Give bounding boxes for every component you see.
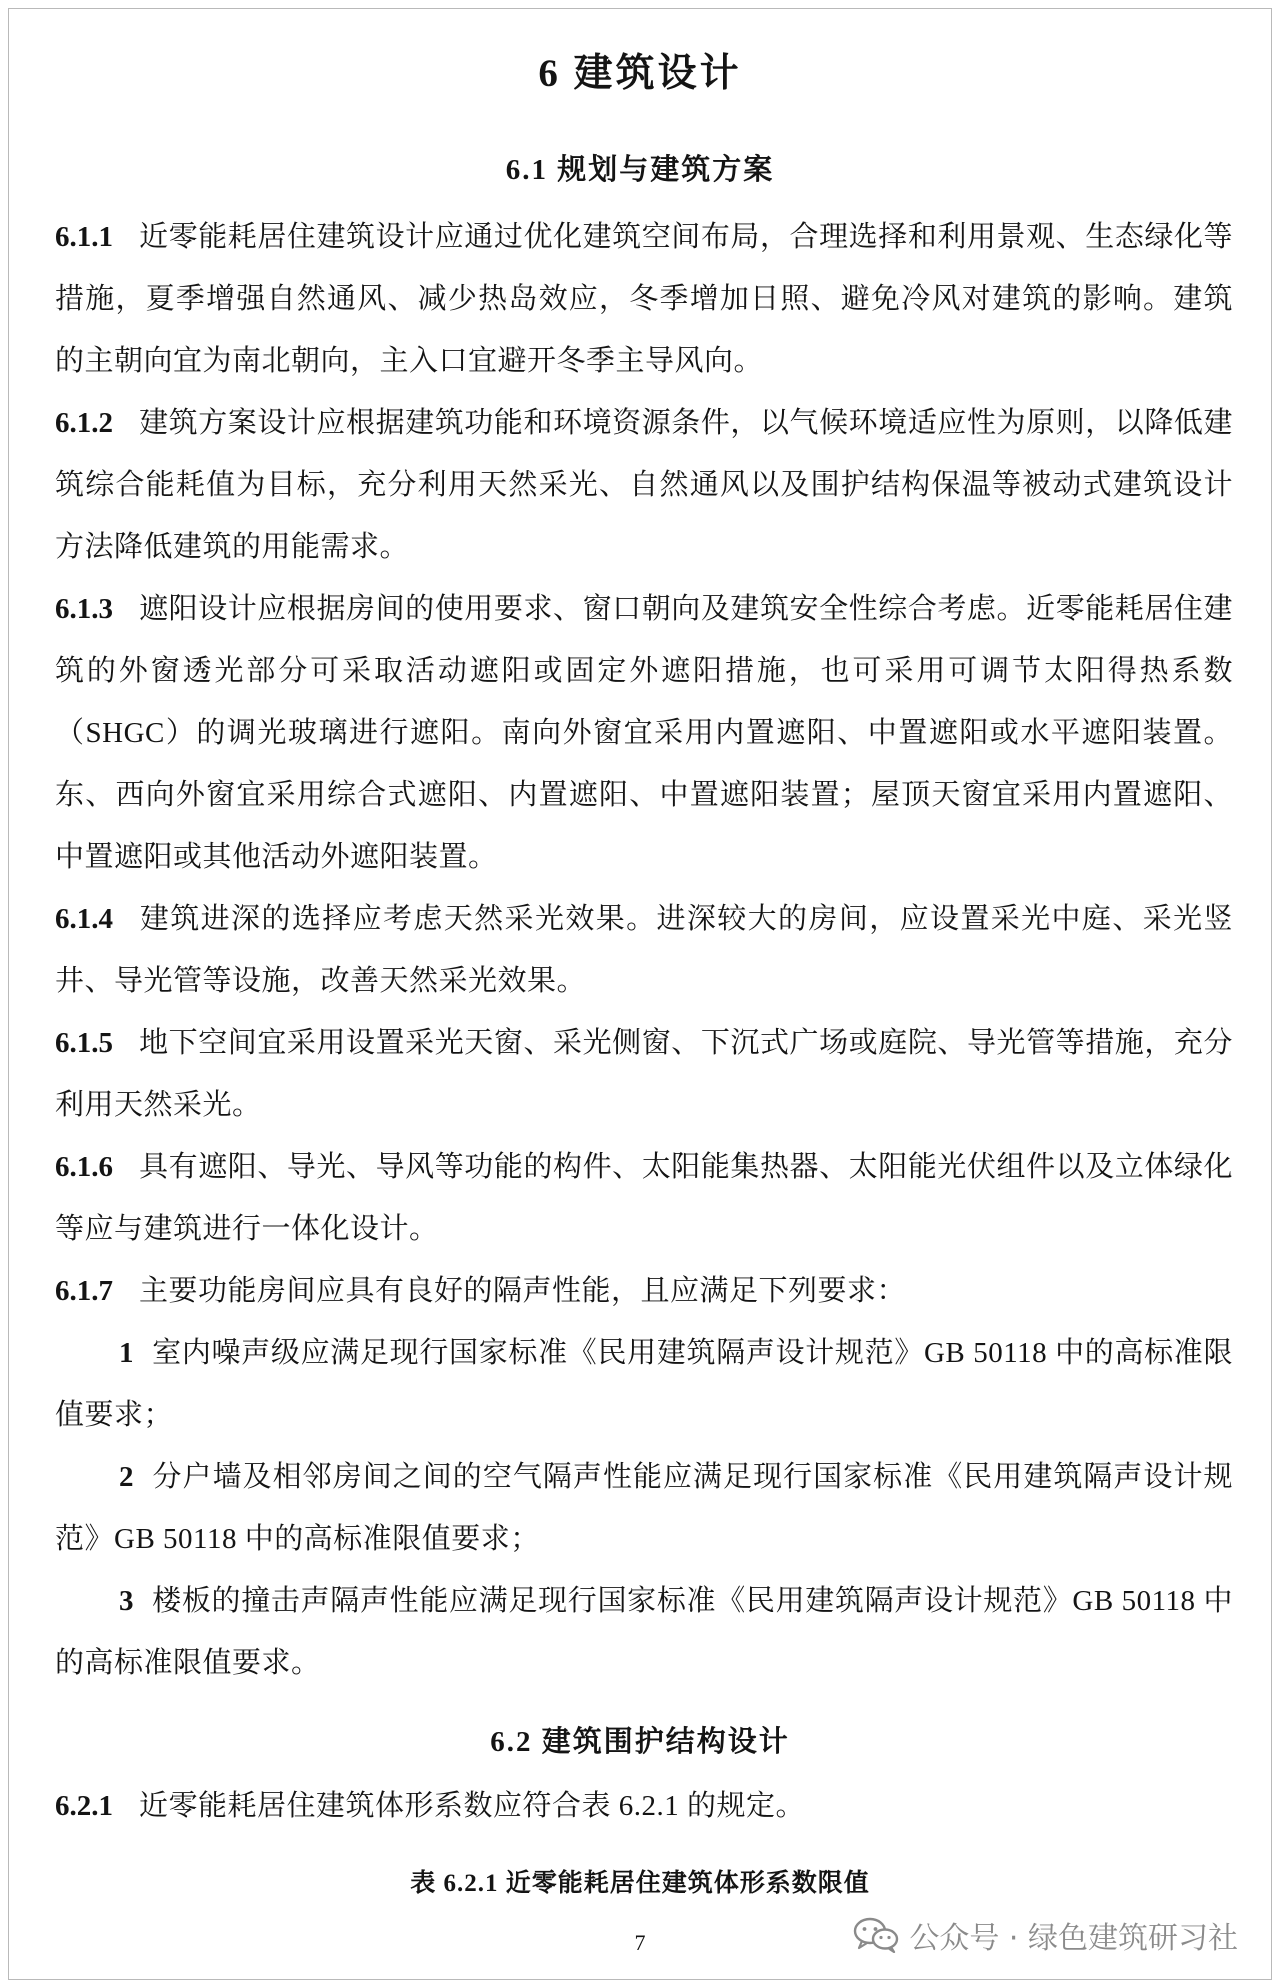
item-number: 1	[119, 1337, 134, 1369]
section-6-2-body	[55, 1775, 1233, 1837]
item-text: 室内噪声级应满足现行国家标准《民用建筑隔声设计规范》GB 50118 中的高标准限值要求；	[55, 1337, 1233, 1431]
clause-number: 6.1.3	[55, 593, 113, 625]
clause-6-1-7	[55, 1260, 1233, 1322]
watermark	[853, 1913, 1238, 1957]
clause-text: 遮阳设计应根据房间的使用要求、窗口朝向及建筑安全性综合考虑。近零能耗居住建筑的外窗透光部分可采取活动遮阳或固定外遮阳措施，也可采用可调节太阳得热系数（SHGC）的调光玻璃进行遮阳。南向外窗宜采用内置遮阳、中置遮阳或水平遮阳装置。东、西向外窗宜采用综合式遮阳、内置遮阳、中置遮阳装置；屋顶天窗宜采用内置遮阳、中置遮阳或其他活动外遮阳装置。	[55, 593, 1233, 873]
clause-text: 主要功能房间应具有良好的隔声性能，且应满足下列要求：	[139, 1275, 907, 1307]
clause-text: 建筑方案设计应根据建筑功能和环境资源条件，以气候环境适应性为原则，以降低建筑综合能耗值为目标，充分利用天然采光、自然通风以及围护结构保温等被动式建筑设计方法降低建筑的用能需求。	[55, 407, 1233, 563]
clause-number: 6.1.2	[55, 407, 113, 439]
requirement-item-1	[55, 1322, 1233, 1446]
clause-text: 近零能耗居住建筑设计应通过优化建筑空间布局，合理选择和利用景观、生态绿化等措施，夏季增强自然通风、减少热岛效应，冬季增加日照、避免冷风对建筑的影响。建筑的主朝向宜为南北朝向，主入口宜避开冬季主导风向。	[55, 221, 1233, 377]
requirement-item-3	[55, 1570, 1233, 1694]
clause-text: 建筑进深的选择应考虑天然采光效果。进深较大的房间，应设置采光中庭、采光竖井、导光管等设施，改善天然采光效果。	[55, 903, 1233, 997]
clause-6-1-5	[55, 1012, 1233, 1136]
clause-6-1-3	[55, 578, 1233, 888]
section-6-1-body	[55, 206, 1233, 1694]
clause-number: 6.2.1	[55, 1790, 113, 1822]
clause-6-1-4	[55, 888, 1233, 1012]
clause-number: 6.1.5	[55, 1027, 113, 1059]
item-number: 3	[119, 1585, 134, 1617]
clause-6-1-2	[55, 392, 1233, 578]
item-text: 楼板的撞击声隔声性能应满足现行国家标准《民用建筑隔声设计规范》GB 50118 中的高标准限值要求。	[55, 1585, 1233, 1679]
clause-6-1-6	[55, 1136, 1233, 1260]
clause-number: 6.1.6	[55, 1151, 113, 1183]
chapter-title: 6 建筑设计	[538, 52, 742, 95]
wechat-icon	[853, 1917, 899, 1953]
section-title-6-1: 6.1 规划与建筑方案	[505, 154, 775, 186]
section-title-6-2: 6.2 建筑围护结构设计	[490, 1726, 790, 1758]
clause-6-1-1	[55, 206, 1233, 392]
clause-number: 6.1.7	[55, 1275, 113, 1307]
clause-text: 地下空间宜采用设置采光天窗、采光侧窗、下沉式广场或庭院、导光管等措施，充分利用天然采光。	[55, 1027, 1233, 1121]
requirement-item-2	[55, 1446, 1233, 1570]
clause-number: 6.1.4	[55, 903, 113, 935]
clause-text: 近零能耗居住建筑体形系数应符合表 6.2.1 的规定。	[139, 1790, 806, 1822]
page-number: 7	[634, 1930, 646, 1955]
clause-text: 具有遮阳、导光、导风等功能的构件、太阳能集热器、太阳能光伏组件以及立体绿化等应与建筑进行一体化设计。	[55, 1151, 1233, 1245]
clause-6-2-1	[55, 1775, 1233, 1837]
item-number: 2	[119, 1461, 134, 1493]
clause-number: 6.1.1	[55, 221, 113, 253]
watermark-text: 公众号 · 绿色建筑研习社	[909, 1921, 1238, 1956]
table-caption: 表 6.2.1 近零能耗居住建筑体形系数限值	[410, 1870, 870, 1897]
item-text: 分户墙及相邻房间之间的空气隔声性能应满足现行国家标准《民用建筑隔声设计规范》GB 50118 中的高标准限值要求；	[55, 1461, 1233, 1555]
